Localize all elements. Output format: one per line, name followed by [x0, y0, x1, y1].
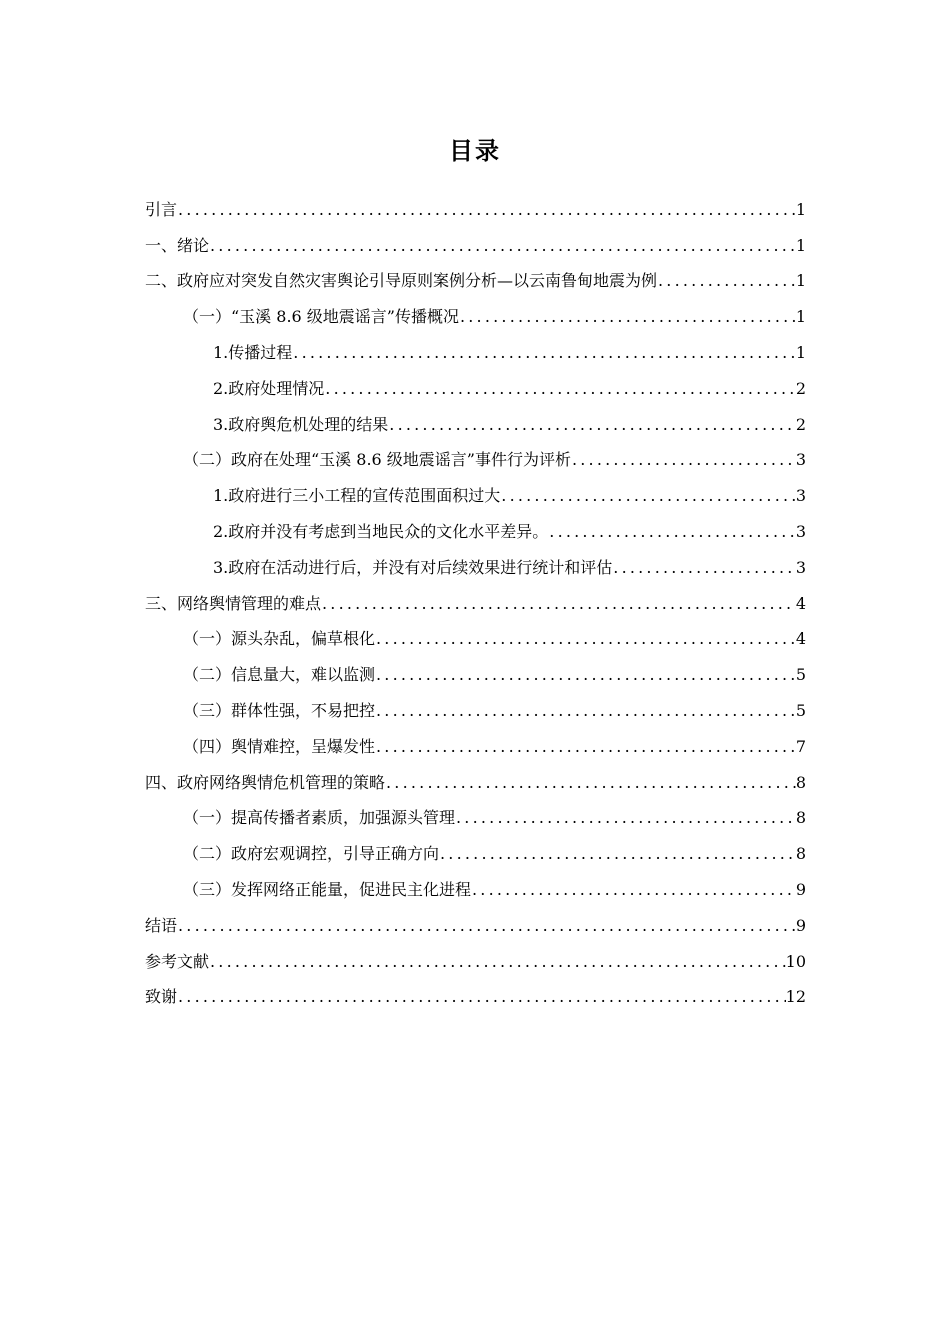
toc-dot-leader [386, 773, 796, 795]
toc-entry[interactable] [145, 222, 806, 258]
toc-entry[interactable] [145, 616, 806, 652]
toc-entry-page-number: 10 [785, 951, 806, 971]
toc-entry-label: （一）提高传播者素质，加强源头管理 [183, 808, 456, 828]
toc-entry-page-number: 5 [795, 700, 806, 720]
toc-dot-leader [549, 522, 796, 544]
toc-entry[interactable] [145, 293, 806, 329]
toc-entry-label: 参考文献 [145, 951, 210, 971]
toc-entry[interactable] [145, 437, 806, 473]
toc-entry-page-number: 3 [795, 557, 806, 577]
toc-entry-page-number: 9 [795, 915, 806, 935]
toc-dot-leader [178, 916, 796, 938]
toc-entry[interactable] [145, 651, 806, 687]
toc-dot-leader [293, 343, 796, 365]
toc-entry[interactable] [145, 723, 806, 759]
toc-entry-label: （三）群体性强，不易把控 [183, 700, 376, 720]
toc-dot-leader [178, 200, 796, 222]
toc-entry-label: 四、政府网络舆情危机管理的策略 [145, 772, 386, 792]
toc-dot-leader [210, 236, 796, 258]
toc-entry-page-number: 7 [795, 736, 806, 756]
toc-entry-label: 引言 [145, 199, 178, 219]
toc-entry[interactable] [145, 186, 806, 222]
toc-entry-page-number: 1 [795, 235, 806, 255]
toc-entry-label: 1.传播过程 [213, 342, 293, 362]
toc-entry-label: （二）政府宏观调控，引导正确方向 [183, 844, 440, 864]
toc-entry-label: （二）政府在处理“玉溪 8.6 级地震谣言”事件行为评析 [183, 450, 571, 470]
toc-entry-page-number: 2 [795, 378, 806, 398]
toc-dot-leader [376, 665, 796, 687]
toc-entry[interactable] [145, 830, 806, 866]
toc-entry-label: （一）源头杂乱，偏草根化 [183, 629, 376, 649]
toc-entry-page-number: 8 [795, 772, 806, 792]
toc-entry-page-number: 3 [795, 521, 806, 541]
toc-entry[interactable] [145, 902, 806, 938]
toc-entry-page-number: 8 [795, 808, 806, 828]
toc-entry-label: 3.政府舆危机处理的结果 [213, 414, 389, 434]
toc-entry-page-number: 4 [795, 629, 806, 649]
toc-entry-label: （三）发挥网络正能量，促进民主化进程 [183, 879, 472, 899]
toc-dot-leader [658, 271, 796, 293]
toc-list [145, 186, 806, 1009]
toc-entry[interactable] [145, 401, 806, 437]
toc-entry-label: 3.政府在活动进行后，并没有对后续效果进行统计和评估 [213, 557, 613, 577]
toc-entry-page-number: 5 [795, 665, 806, 685]
toc-dot-leader [472, 880, 796, 902]
toc-dot-leader [389, 415, 796, 437]
toc-entry-label: 三、网络舆情管理的难点 [145, 593, 322, 613]
toc-dot-leader [460, 307, 796, 329]
toc-entry[interactable] [145, 795, 806, 831]
toc-entry-page-number: 1 [795, 307, 806, 327]
toc-entry[interactable] [145, 508, 806, 544]
toc-dot-leader [572, 450, 796, 472]
toc-dot-leader [456, 808, 796, 830]
toc-title: 目录 [449, 137, 501, 165]
toc-entry-page-number: 1 [795, 199, 806, 219]
toc-entry[interactable] [145, 472, 806, 508]
toc-dot-leader [613, 558, 796, 580]
toc-dot-leader [376, 737, 796, 759]
toc-dot-leader [376, 629, 796, 651]
toc-entry-page-number: 9 [795, 879, 806, 899]
toc-dot-leader [210, 952, 786, 974]
toc-entry-page-number: 3 [795, 450, 806, 470]
toc-dot-leader [501, 486, 796, 508]
toc-entry-page-number: 3 [795, 486, 806, 506]
toc-entry-label: 结语 [145, 915, 178, 935]
toc-entry-label: （一）“玉溪 8.6 级地震谣言”传播概况 [183, 307, 459, 327]
toc-entry-page-number: 4 [795, 593, 806, 613]
toc-entry-page-number: 2 [795, 414, 806, 434]
toc-entry-label: 2.政府并没有考虑到当地民众的文化水平差异。 [213, 521, 549, 541]
toc-entry-label: 二、政府应对突发自然灾害舆论引导原则案例分析—以云南鲁甸地震为例 [145, 271, 658, 291]
toc-entry-page-number: 12 [785, 987, 806, 1007]
toc-entry[interactable] [145, 687, 806, 723]
toc-dot-leader [376, 701, 796, 723]
toc-dot-leader [325, 379, 796, 401]
toc-dot-leader [322, 594, 796, 616]
toc-entry[interactable] [145, 258, 806, 294]
toc-entry-label: 2.政府处理情况 [213, 378, 325, 398]
toc-entry[interactable] [145, 329, 806, 365]
toc-dot-leader [178, 987, 786, 1009]
toc-dot-leader [440, 844, 796, 866]
toc-entry-page-number: 1 [795, 271, 806, 291]
toc-entry[interactable] [145, 938, 806, 974]
toc-entry[interactable] [145, 365, 806, 401]
toc-entry[interactable] [145, 974, 806, 1010]
toc-entry-label: （二）信息量大，难以监测 [183, 665, 376, 685]
toc-entry[interactable] [145, 544, 806, 580]
toc-entry-page-number: 1 [795, 342, 806, 362]
toc-entry-label: 一、绪论 [145, 235, 210, 255]
toc-entry[interactable] [145, 866, 806, 902]
toc-entry-label: 致谢 [145, 987, 178, 1007]
toc-entry-label: （四）舆情难控，呈爆发性 [183, 736, 376, 756]
toc-entry-label: 1.政府进行三小工程的宣传范围面积过大 [213, 486, 501, 506]
toc-entry-page-number: 8 [795, 844, 806, 864]
toc-entry[interactable] [145, 580, 806, 616]
toc-entry[interactable] [145, 759, 806, 795]
